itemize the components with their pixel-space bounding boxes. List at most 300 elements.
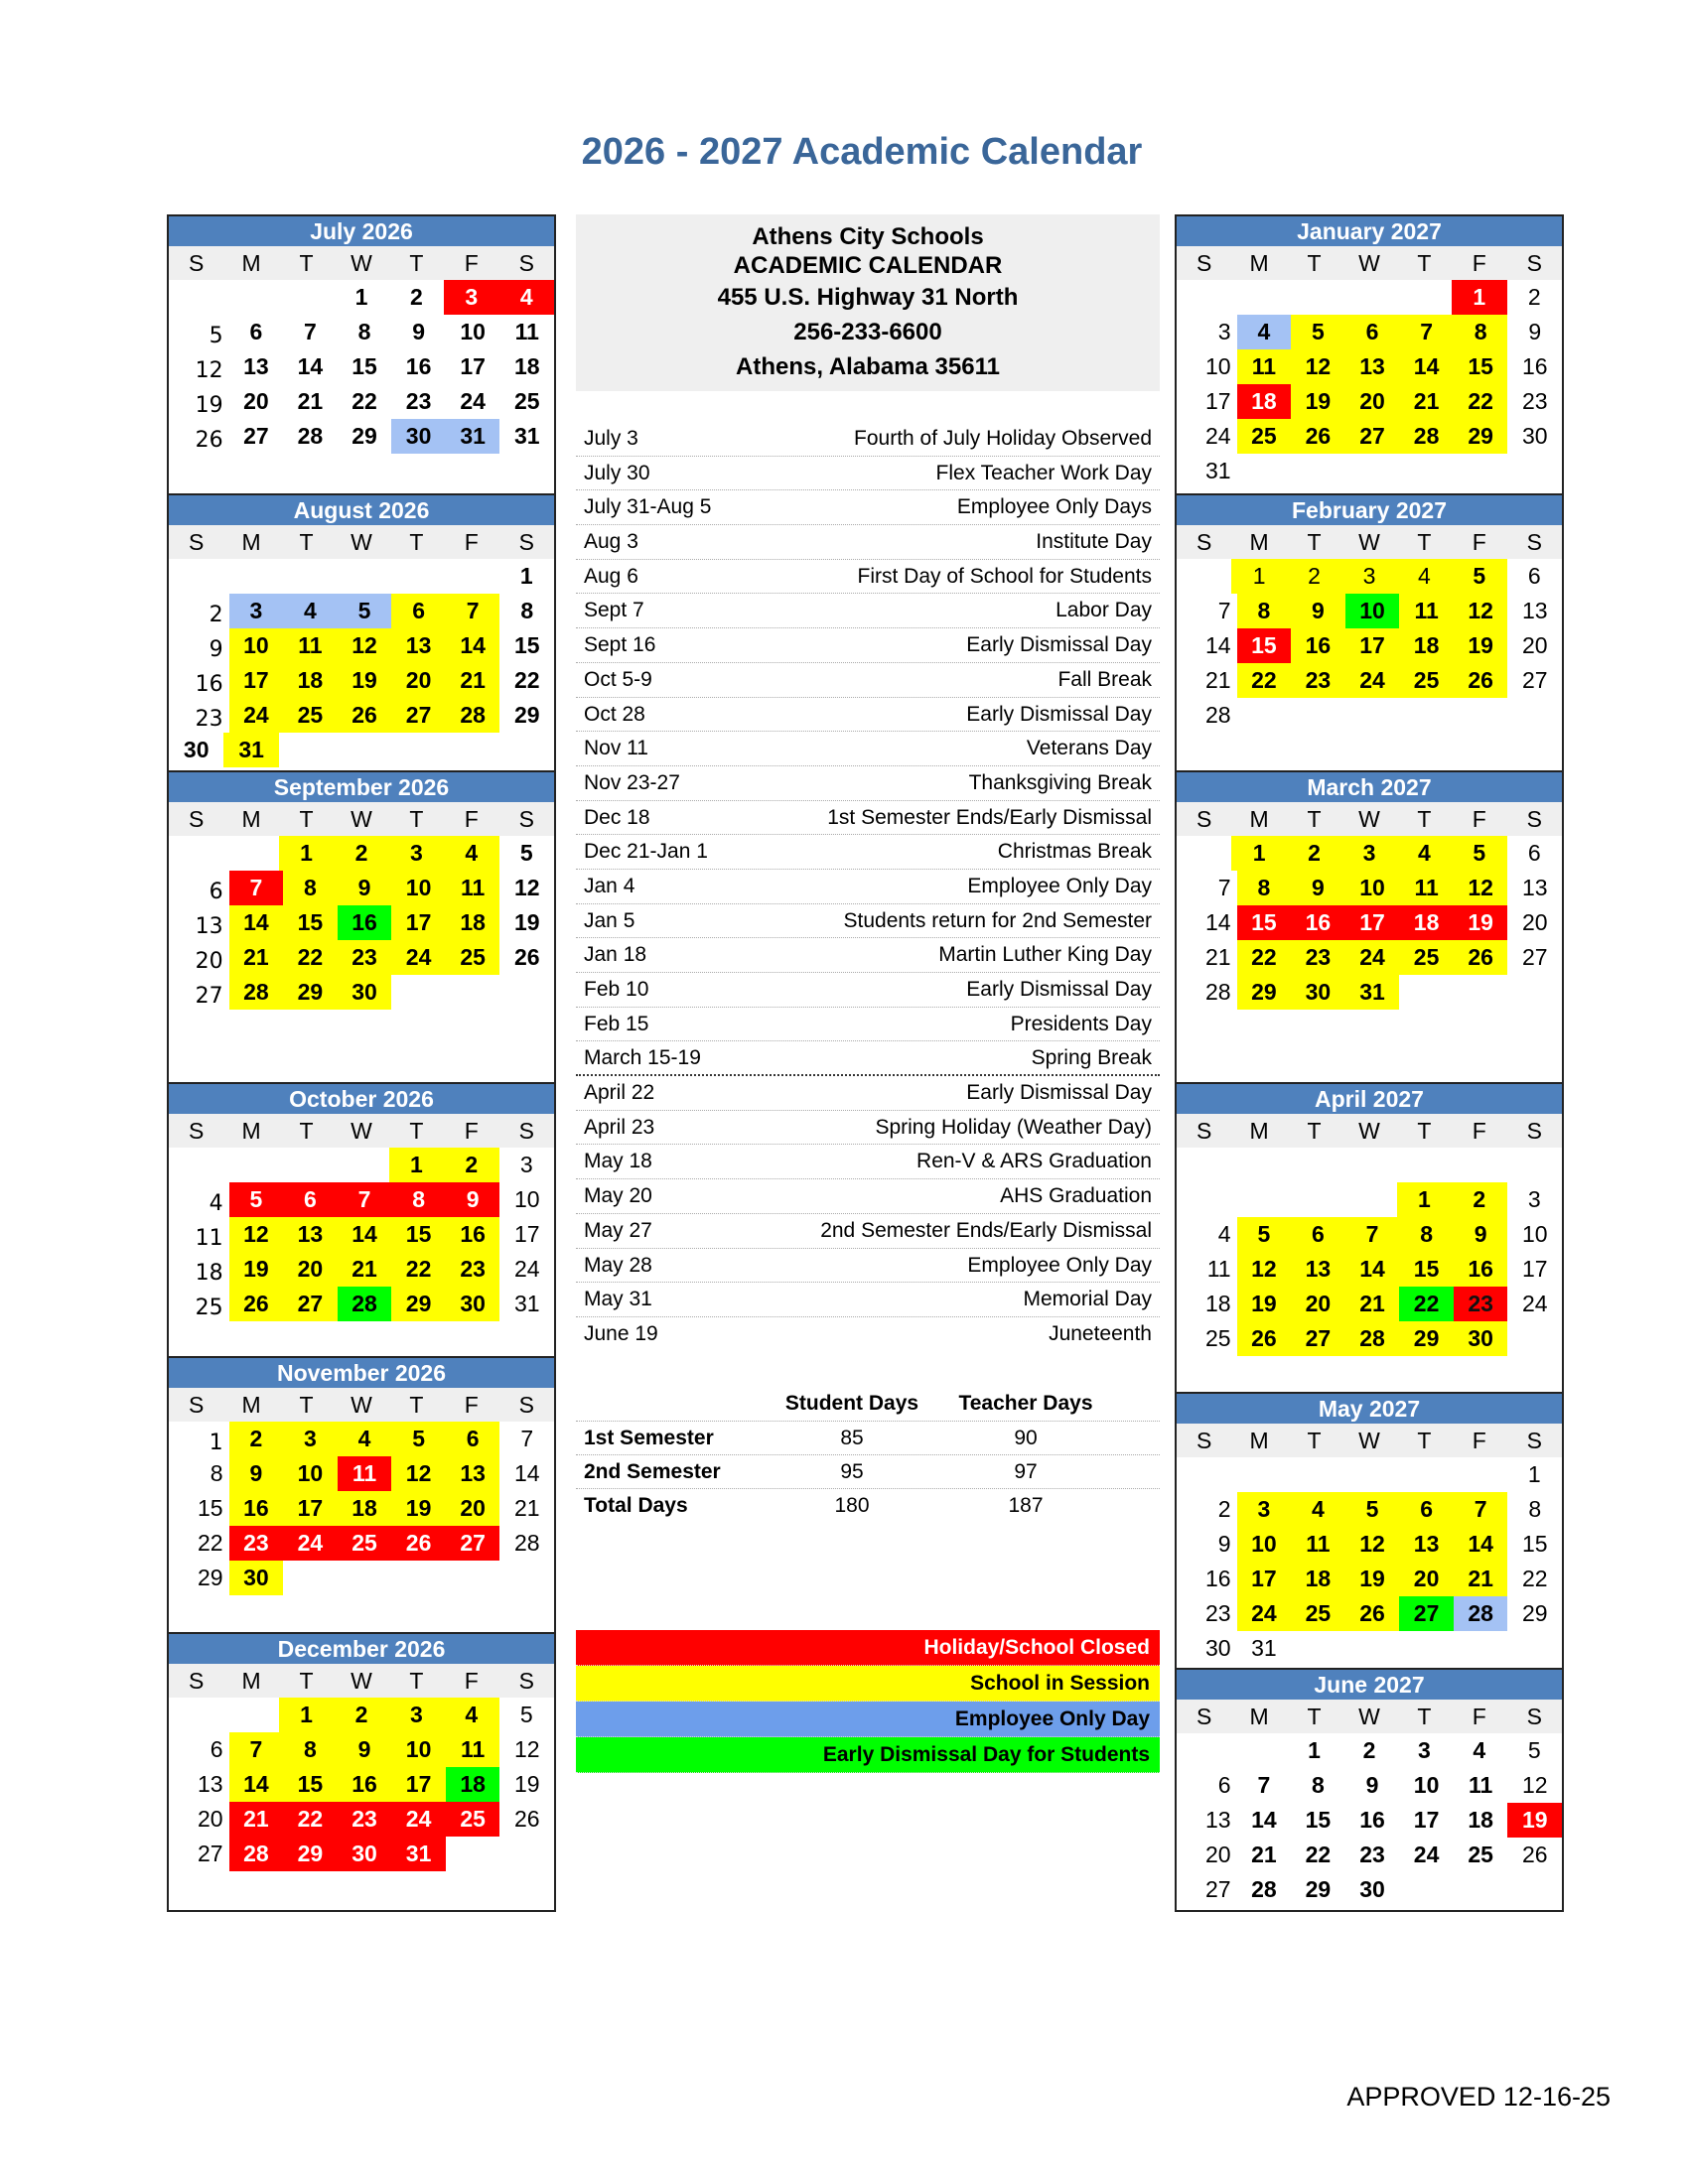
day-cell-in-session: 21: [338, 1252, 392, 1287]
summary-header-row: [576, 1385, 1160, 1422]
day-cell-in-session: 10: [283, 1456, 338, 1491]
empty-day-cell: [223, 559, 278, 594]
day-cell: 8: [210, 1460, 223, 1486]
summary-row: [576, 1489, 1160, 1522]
day-cell: 19: [195, 393, 223, 418]
event-description: Employee Only Day: [967, 874, 1152, 897]
day-cell: 17: [1521, 1256, 1548, 1282]
day-cell: 14: [1251, 1807, 1277, 1833]
day-cell-in-session: 16: [446, 1217, 500, 1252]
day-cell-in-session: 30: [446, 1287, 500, 1321]
weekday-label: F: [1472, 806, 1486, 832]
day-cell-in-session: 26: [229, 1287, 284, 1321]
day-cell-in-session: 22: [1237, 940, 1292, 975]
weekday-label: T: [1417, 1428, 1432, 1453]
left-months-column: [167, 214, 556, 1912]
empty-day-cell: [391, 975, 446, 1010]
day-cell-in-session: 11: [1291, 1527, 1345, 1562]
event-date: Aug 3: [584, 530, 638, 554]
event-row: [576, 525, 1160, 560]
day-cell: 24: [513, 1256, 540, 1282]
day-cell-in-session: 1: [1397, 1182, 1452, 1217]
day-cell-holiday: 5: [229, 1182, 284, 1217]
event-description: 1st Semester Ends/Early Dismissal: [827, 805, 1152, 829]
school-info-block: [576, 214, 1160, 391]
day-cell-in-session: 2: [334, 1698, 388, 1732]
empty-day-cell: [1231, 1182, 1286, 1217]
day-cell: 13: [195, 914, 223, 939]
day-cell-holiday: 26: [391, 1526, 446, 1561]
week-row: [169, 1456, 554, 1491]
summary-header-blank: [576, 1385, 763, 1421]
day-cell: 3: [1527, 1186, 1541, 1212]
day-cell-in-session: 30: [1291, 975, 1345, 1010]
day-cell: 19: [513, 1771, 540, 1797]
week-row: [1177, 384, 1562, 419]
empty-day-cell: [1507, 1872, 1562, 1907]
empty-day-cell: [334, 733, 388, 767]
event-row: [576, 1041, 1160, 1076]
day-cell: 22: [1305, 1842, 1332, 1867]
day-cell: 4: [209, 1191, 223, 1216]
event-row: [576, 870, 1160, 904]
empty-day-cell: [1399, 454, 1454, 488]
day-cell: 10: [1521, 1221, 1548, 1247]
day-cell: 2: [1217, 1496, 1231, 1522]
day-cell-in-session: 13: [283, 1217, 338, 1252]
event-date: July 3: [584, 427, 638, 450]
weekday-label: T: [299, 1668, 314, 1694]
day-cell-in-session: 20: [1291, 1287, 1345, 1321]
day-cell-in-session: 19: [338, 663, 392, 698]
month-title: September 2026: [169, 772, 554, 802]
weekday-label: T: [299, 529, 314, 555]
day-cell: 11: [195, 1226, 223, 1251]
empty-day-cell: [334, 559, 388, 594]
week-row: [1177, 1631, 1562, 1666]
empty-day-cell: [1345, 1631, 1400, 1666]
day-cell: 21: [1204, 667, 1231, 693]
day-cell-in-session: 12: [1345, 1527, 1400, 1562]
day-cell-in-session: 14: [229, 1767, 284, 1802]
day-cell-in-session: 25: [446, 940, 500, 975]
event-date: Jan 18: [584, 943, 647, 967]
day-cell: 17: [513, 1221, 540, 1247]
week-row: [1177, 940, 1562, 975]
day-cell: 10: [1413, 1772, 1440, 1798]
weekday-label: S: [518, 250, 534, 276]
day-cell-in-session: 27: [1291, 1321, 1345, 1356]
day-cell-in-session: 12: [1454, 594, 1508, 628]
empty-day-cell: [1397, 1148, 1452, 1182]
day-cell-in-session: 27: [283, 1287, 338, 1321]
day-cell-in-session: 14: [1454, 1527, 1508, 1562]
day-cell: 9: [1217, 1531, 1231, 1557]
day-cell-in-session: 31: [223, 733, 278, 767]
day-cell: 6: [249, 319, 263, 344]
day-cell-in-session: 22: [1454, 384, 1508, 419]
month-september-2026: [169, 770, 554, 1010]
day-cell: 7: [1217, 875, 1231, 900]
day-cell-in-session: 23: [446, 1252, 500, 1287]
event-date: Dec 21-Jan 1: [584, 840, 708, 864]
day-cell-in-session: 11: [283, 628, 338, 663]
empty-day-cell: [334, 1148, 388, 1182]
event-row: [576, 1283, 1160, 1317]
empty-day-cell: [279, 280, 334, 315]
weekday-label: T: [1307, 1118, 1322, 1144]
day-cell: 3: [1217, 319, 1231, 344]
day-cell: 21: [1204, 944, 1231, 970]
day-cell: 20: [1521, 909, 1548, 935]
summary-row: [576, 1422, 1160, 1455]
day-cell-early-dismissal: 10: [1345, 594, 1400, 628]
day-cell-in-session: 7: [1345, 1217, 1400, 1252]
day-cell-in-session: 11: [1399, 594, 1454, 628]
day-cell: 1: [209, 1431, 223, 1455]
empty-day-cell: [1177, 1182, 1231, 1217]
day-cell-in-session: 9: [1291, 871, 1345, 905]
summary-row-teacher: 187: [1008, 1494, 1044, 1517]
day-cell-in-session: 25: [283, 698, 338, 733]
empty-day-cell: [1341, 1457, 1396, 1492]
summary-row-student: 180: [834, 1494, 870, 1517]
day-cell-in-session: 29: [391, 1287, 446, 1321]
day-cell-in-session: 17: [283, 1491, 338, 1526]
day-cell: 28: [297, 423, 324, 449]
week-row: [169, 1802, 554, 1837]
day-cell-in-session: 6: [1291, 1217, 1345, 1252]
legend-item: Holiday/School Closed: [576, 1630, 1160, 1666]
day-cell-holiday: 4: [499, 280, 554, 315]
day-cell-in-session: 9: [338, 1732, 392, 1767]
day-cell-in-session: 29: [1399, 1321, 1454, 1356]
weekday-label: F: [1472, 1704, 1486, 1729]
empty-day-cell: [1177, 280, 1231, 315]
empty-day-cell: [499, 975, 554, 1010]
day-cell-in-session: 11: [1237, 349, 1292, 384]
day-cell: 7: [520, 1426, 534, 1451]
day-cell: 15: [352, 353, 377, 379]
empty-day-cell: [1287, 1457, 1341, 1492]
day-cell-employee-only: 30: [391, 419, 446, 454]
empty-day-cell: [1454, 454, 1508, 488]
weekday-label: F: [464, 806, 479, 832]
day-cell-in-session: 19: [229, 1252, 284, 1287]
day-cell: 22: [1521, 1566, 1548, 1591]
day-cell-in-session: 22: [391, 1252, 446, 1287]
week-row: [169, 594, 554, 628]
empty-day-cell: [1399, 698, 1454, 733]
week-row: [169, 628, 554, 663]
weekday-header-row: [1177, 246, 1562, 280]
weekday-label: F: [1472, 250, 1486, 276]
day-cell-in-session: 24: [391, 940, 446, 975]
empty-day-cell: [1452, 1457, 1506, 1492]
empty-day-cell: [1291, 1631, 1345, 1666]
event-date: Nov 23-27: [584, 770, 680, 794]
week-row: [1177, 1217, 1562, 1252]
day-cell-in-session: 30: [338, 975, 392, 1010]
day-cell-in-session: 23: [1291, 940, 1345, 975]
weekday-label: M: [241, 1668, 261, 1694]
day-cell-holiday: 30: [338, 1837, 392, 1871]
day-cell-in-session: 8: [283, 1732, 338, 1767]
day-cell-in-session: 1: [279, 1698, 334, 1732]
day-cell: 8: [520, 598, 534, 623]
weekday-label: M: [1249, 1428, 1269, 1453]
day-cell-in-session: 11: [1399, 871, 1454, 905]
weekday-label: F: [1472, 1118, 1486, 1144]
day-cell-holiday: 27: [446, 1526, 500, 1561]
week-row: [1177, 1768, 1562, 1803]
weekday-label: T: [409, 1392, 424, 1418]
day-cell-in-session: 10: [391, 1732, 446, 1767]
week-row: [1177, 1803, 1562, 1838]
day-cell: 30: [1204, 1635, 1231, 1661]
day-cell: 31: [1251, 1635, 1277, 1661]
event-date: Oct 28: [584, 702, 645, 726]
day-cell: 7: [304, 319, 317, 344]
day-cell: 21: [513, 1495, 540, 1521]
month-title: February 2027: [1177, 495, 1562, 525]
day-cell-holiday: 1: [1452, 280, 1506, 315]
empty-day-cell: [1291, 698, 1345, 733]
event-row: [576, 1008, 1160, 1042]
day-cell-in-session: 6: [1399, 1492, 1454, 1527]
week-row: [1177, 454, 1562, 488]
event-row: [576, 1249, 1160, 1284]
week-row: [169, 1837, 554, 1871]
day-cell-in-session: 5: [1452, 836, 1506, 871]
weekday-label: M: [241, 250, 261, 276]
empty-day-cell: [223, 1148, 278, 1182]
day-cell: 12: [513, 1736, 540, 1762]
day-cell-in-session: 13: [1291, 1252, 1345, 1287]
weekday-label: W: [1358, 529, 1380, 555]
day-cell: 5: [1527, 1737, 1541, 1763]
event-date: Sept 16: [584, 633, 656, 657]
week-row: [1177, 1287, 1562, 1321]
weekday-label: F: [1472, 1428, 1486, 1453]
day-cell-in-session: 21: [1399, 384, 1454, 419]
week-row: [169, 871, 554, 905]
event-date: Feb 15: [584, 1012, 649, 1035]
day-cell: 12: [1521, 1772, 1548, 1798]
day-cell-in-session: 24: [1345, 940, 1400, 975]
day-cell: 11: [1469, 1772, 1493, 1798]
day-cell: 18: [1468, 1807, 1493, 1833]
event-description: Juneteenth: [1049, 1321, 1152, 1345]
month-november-2026: [169, 1356, 554, 1595]
empty-day-cell: [223, 280, 278, 315]
day-cell: 16: [1204, 1566, 1231, 1591]
day-cell-in-session: 4: [338, 1422, 392, 1456]
day-cell: 6: [1217, 1772, 1231, 1798]
week-row: [1177, 315, 1562, 349]
day-cell: 30: [1521, 423, 1548, 449]
day-cell: 1: [1308, 1737, 1321, 1763]
event-row: [576, 560, 1160, 595]
day-cell-holiday: 17: [1345, 905, 1400, 940]
day-cell: 3: [1418, 1737, 1431, 1763]
day-cell-in-session: 10: [391, 871, 446, 905]
day-cell-employee-only: 31: [446, 419, 500, 454]
day-cell: 18: [1204, 1291, 1231, 1316]
day-cell-in-session: 27: [1345, 419, 1400, 454]
day-cell-in-session: 9: [1454, 1217, 1508, 1252]
month-title: June 2027: [1177, 1670, 1562, 1700]
day-cell: 8: [1312, 1772, 1325, 1798]
event-description: Employee Only Days: [956, 495, 1152, 519]
empty-day-cell: [1177, 836, 1231, 871]
day-cell-holiday: 15: [1237, 628, 1292, 663]
day-cell-early-dismissal: 27: [1399, 1596, 1454, 1631]
day-cell-in-session: 16: [229, 1491, 284, 1526]
month-title: January 2027: [1177, 216, 1562, 246]
weekday-label: W: [351, 1118, 372, 1144]
day-cell: 23: [195, 707, 223, 732]
day-cell: 6: [1527, 840, 1541, 866]
day-cell: 11: [1206, 1256, 1231, 1282]
weekday-label: F: [464, 1118, 479, 1144]
day-cell-in-session: 1: [1231, 836, 1286, 871]
summary-row-student: 95: [840, 1460, 864, 1483]
empty-day-cell: [279, 1148, 334, 1182]
empty-day-cell: [1397, 280, 1452, 315]
empty-day-cell: [1341, 1182, 1396, 1217]
day-cell-in-session: 9: [338, 871, 392, 905]
week-row: [169, 1491, 554, 1526]
day-cell: 20: [243, 388, 269, 414]
day-cell-in-session: 13: [1345, 349, 1400, 384]
weekday-header-row: [169, 1388, 554, 1422]
event-description: Early Dismissal Day: [966, 633, 1152, 657]
weekday-label: S: [189, 1392, 205, 1418]
weekday-label: W: [1358, 1428, 1380, 1453]
day-cell-in-session: 15: [283, 905, 338, 940]
weekday-label: W: [1358, 806, 1380, 832]
day-cell-in-session: 7: [229, 1732, 284, 1767]
approval-note: APPROVED 12-16-25: [1346, 2082, 1611, 2112]
day-cell: 25: [1204, 1325, 1231, 1351]
week-row: [169, 1767, 554, 1802]
day-cell-in-session: 19: [1454, 628, 1508, 663]
day-cell-in-session: 28: [229, 975, 284, 1010]
day-cell: 23: [405, 388, 432, 414]
event-row: [576, 663, 1160, 698]
empty-day-cell: [279, 559, 334, 594]
day-cell: 23: [1521, 388, 1548, 414]
day-cell: 21: [1251, 1842, 1277, 1867]
day-cell-in-session: 29: [1237, 975, 1292, 1010]
weekday-header-row: [169, 246, 554, 280]
month-march-2027: [1177, 770, 1562, 1010]
day-cell: 5: [209, 324, 223, 348]
empty-day-cell: [499, 1561, 554, 1595]
day-cell: 15: [197, 1495, 223, 1521]
day-cell: 31: [1204, 458, 1231, 483]
empty-day-cell: [1507, 698, 1562, 733]
event-row: [576, 594, 1160, 628]
day-cell-in-session: 12: [1291, 349, 1345, 384]
event-description: Flex Teacher Work Day: [935, 461, 1152, 484]
day-cell: 29: [1521, 1600, 1548, 1626]
weekday-label: S: [518, 1392, 534, 1418]
empty-day-cell: [389, 733, 444, 767]
day-cell: 24: [460, 388, 486, 414]
weekday-label: S: [1526, 806, 1542, 832]
day-cell: 10: [1204, 353, 1231, 379]
weekday-label: T: [1307, 1428, 1322, 1453]
day-cell-holiday: 25: [446, 1802, 500, 1837]
day-cell-early-dismissal: 22: [1399, 1287, 1454, 1321]
empty-day-cell: [1399, 975, 1454, 1010]
day-cell: 6: [1527, 563, 1541, 589]
empty-day-cell: [1177, 1733, 1231, 1768]
weekday-label: T: [1307, 250, 1322, 276]
week-row: [1177, 1457, 1562, 1492]
day-cell-in-session: 25: [1291, 1596, 1345, 1631]
event-row: [576, 1111, 1160, 1146]
week-row: [1177, 663, 1562, 698]
day-cell-in-session: 17: [229, 663, 284, 698]
day-cell: 18: [195, 1261, 223, 1286]
day-cell-in-session: 26: [1454, 663, 1508, 698]
weekday-label: S: [1526, 1118, 1542, 1144]
month-june-2027: [1177, 1668, 1562, 1907]
empty-day-cell: [1231, 1733, 1286, 1768]
weekday-label: M: [1249, 1704, 1269, 1729]
event-description: Spring Break: [1031, 1046, 1152, 1070]
week-row: [1177, 1733, 1562, 1768]
day-cell-in-session: 18: [283, 663, 338, 698]
day-cell-in-session: 6: [391, 594, 446, 628]
day-cell: 16: [1521, 353, 1548, 379]
empty-day-cell: [1287, 1148, 1341, 1182]
day-cell: 30: [183, 737, 210, 762]
summary-row-teacher: 90: [1014, 1427, 1038, 1449]
empty-day-cell: [1287, 1182, 1341, 1217]
weekday-label: M: [1249, 250, 1269, 276]
weekday-label: S: [518, 1668, 534, 1694]
event-row: [576, 628, 1160, 663]
weekday-label: S: [189, 1118, 205, 1144]
week-row: [169, 663, 554, 698]
day-cell-holiday: 23: [229, 1526, 284, 1561]
summary-row: [576, 1455, 1160, 1489]
event-date: April 23: [584, 1115, 655, 1139]
empty-day-cell: [1237, 698, 1292, 733]
week-row: [169, 1182, 554, 1217]
week-row: [169, 1732, 554, 1767]
event-description: Early Dismissal Day: [966, 702, 1152, 726]
event-description: Students return for 2nd Semester: [843, 908, 1152, 932]
empty-day-cell: [1454, 698, 1508, 733]
empty-day-cell: [223, 836, 278, 871]
day-cell-in-session: 7: [446, 594, 500, 628]
day-cell-holiday: 29: [283, 1837, 338, 1871]
legend-item: Early Dismissal Day for Students: [576, 1737, 1160, 1773]
day-cell: 29: [197, 1565, 223, 1590]
weekday-label: M: [1249, 1118, 1269, 1144]
event-row: [576, 457, 1160, 491]
day-cell: 1: [1527, 1461, 1541, 1487]
day-cell: 8: [1528, 1496, 1542, 1522]
day-cell: 10: [513, 1186, 540, 1212]
day-cell-in-session: 26: [338, 698, 392, 733]
day-cell-in-session: 12: [229, 1217, 284, 1252]
